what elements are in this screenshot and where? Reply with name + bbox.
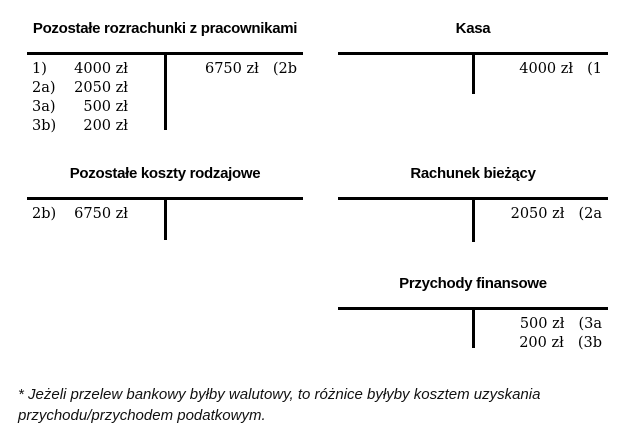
footnote-line-2: przychodu/przychodem podatkowym.: [18, 406, 266, 424]
entry-amount: 4000 zł: [74, 61, 128, 77]
ledger-entry: [27, 117, 164, 136]
taccount-body: [338, 307, 608, 352]
ledger-entry: [472, 334, 608, 353]
account-title: Kasa: [455, 20, 491, 37]
entry-ref: (2a: [578, 206, 602, 222]
taccount-kasa: [338, 20, 608, 97]
entry-ref: 2a): [32, 80, 56, 96]
account-title: Przychody finansowe: [399, 275, 547, 292]
entry-ref: (1: [587, 61, 602, 77]
entry-ref: 3a): [32, 99, 56, 115]
taccount-pozostale-rozrachunki-z-pracownikami: [27, 20, 303, 133]
ledger-entry: [27, 98, 164, 117]
entry-amount: 2050 zł: [74, 80, 128, 96]
account-title: Pozostałe rozrachunki z pracownikami: [32, 20, 298, 37]
entry-amount: 200 zł: [519, 335, 564, 351]
debit-column: [27, 200, 164, 224]
entry-amount: 4000 zł: [519, 61, 574, 77]
ledger-entry: [472, 205, 608, 224]
entry-ref: (2b: [272, 61, 297, 77]
credit-column: [164, 55, 303, 79]
credit-column: [472, 310, 608, 353]
taccount-rachunek-biezacy: [338, 165, 608, 244]
debit-column: [27, 55, 164, 136]
entry-ref: (3a: [578, 316, 602, 332]
taccount-divider-line: [164, 200, 167, 240]
entry-amount: 500 zł: [83, 99, 128, 115]
entry-amount: 500 zł: [519, 316, 565, 332]
taccount-pozostale-koszty-rodzajowe: [27, 165, 303, 242]
taccount-body: [338, 52, 608, 97]
credit-column: [472, 200, 608, 224]
entry-amount: 6750 zł: [204, 61, 259, 77]
account-title: Pozostałe koszty rodzajowe: [69, 165, 261, 182]
ledger-entry: [27, 79, 164, 98]
taccount-body: [338, 197, 608, 244]
ledger-entry: [472, 60, 608, 79]
entry-ref: 1): [32, 61, 47, 77]
credit-column: [472, 55, 608, 79]
taccount-przychody-finansowe: [338, 275, 608, 352]
taccount-body: [27, 52, 303, 133]
entry-amount: 2050 zł: [510, 206, 565, 222]
entry-ref: 2b): [32, 206, 57, 222]
ledger-entry: [27, 60, 164, 79]
entry-amount: 6750 zł: [74, 206, 128, 222]
ledger-entry: [164, 60, 303, 79]
entry-amount: 200 zł: [83, 118, 128, 134]
ledger-entry: [472, 315, 608, 334]
entry-ref: (3b: [577, 335, 602, 351]
entry-ref: 3b): [32, 118, 57, 134]
taccount-body: [27, 197, 303, 242]
ledger-entry: [27, 205, 164, 224]
footnote: [18, 385, 540, 426]
footnote-line-1: * Jeżeli przelew bankowy byłby walutowy, to różnice byłyby kosztem uzyskania: [18, 386, 541, 403]
account-title: Rachunek bieżący: [410, 165, 536, 182]
